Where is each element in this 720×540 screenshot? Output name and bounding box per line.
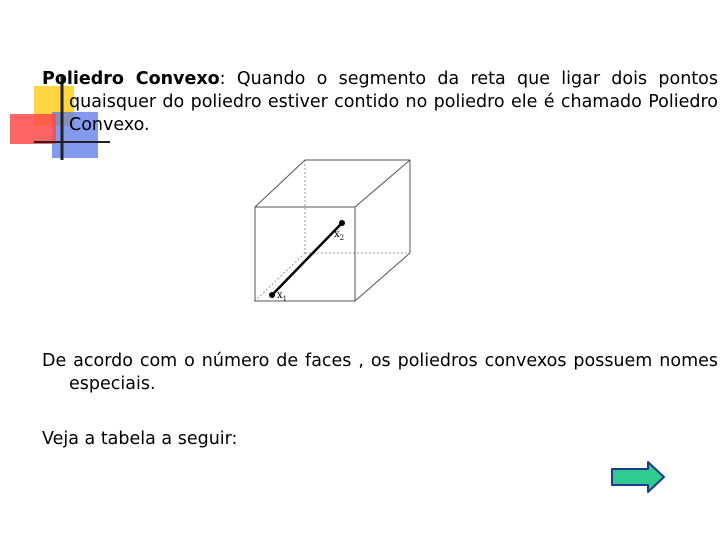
table-intro-paragraph: Veja a tabela a seguir: bbox=[42, 429, 238, 449]
label-x1-sub: 1 bbox=[282, 295, 288, 303]
definition-paragraph bbox=[42, 68, 718, 137]
top-left-edge bbox=[255, 160, 305, 207]
label-x2-letter: x bbox=[334, 229, 340, 240]
top-right-edge bbox=[355, 160, 410, 207]
definition-text: : Quando o segmento da reta que ligar dois pontos quaisquer do poliedro estiver contido no poliedro ele é chamado Poliedro Convexo. bbox=[69, 69, 718, 135]
point-x2 bbox=[339, 220, 345, 226]
definition-term: Poliedro Convexo bbox=[42, 69, 220, 89]
label-x1-letter: x bbox=[277, 290, 283, 301]
point-x1 bbox=[269, 292, 275, 298]
bottom-right-edge bbox=[355, 253, 410, 301]
next-slide-button[interactable] bbox=[610, 460, 666, 494]
segment-x1-x2 bbox=[272, 223, 345, 295]
cube-figure bbox=[250, 155, 415, 305]
label-x2 bbox=[334, 229, 344, 242]
right-arrow-icon[interactable] bbox=[612, 462, 664, 492]
names-paragraph: De acordo com o número de faces , os poliedros convexos possuem nomes especiais. bbox=[42, 351, 718, 394]
label-x2-sub: 2 bbox=[339, 234, 345, 242]
